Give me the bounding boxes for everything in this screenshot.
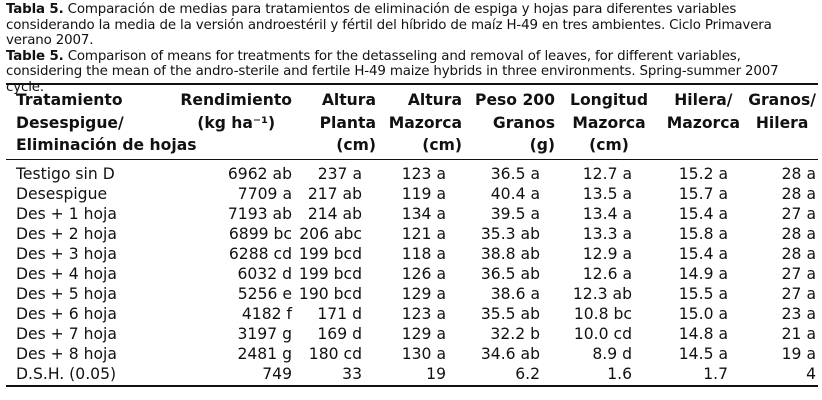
column-header-line: Altura (407, 91, 462, 109)
table-cell: 35.3 ab (480, 224, 540, 243)
table-cell: 190 bcd (298, 285, 362, 304)
table-cell: 171 d (317, 305, 362, 324)
table-cell: 123 a (401, 305, 446, 324)
table-cell: 28 a (781, 164, 816, 183)
table-cell: Des + 2 hoja (16, 224, 117, 243)
table-cell: Des + 3 hoja (16, 244, 117, 263)
table-row (6, 304, 818, 324)
column-header-line: Rendimiento (180, 91, 292, 109)
column-header-line: Peso 200 (475, 91, 555, 109)
table-cell: 38.6 a (490, 285, 540, 304)
table-cell: 129 a (401, 285, 446, 304)
table-cell: 28 a (781, 224, 816, 243)
table-cell: 749 (262, 365, 292, 384)
table-body (6, 159, 818, 386)
column-header-line: (cm) (336, 136, 376, 154)
column-header-line: Granos (492, 113, 555, 132)
table-row (6, 284, 818, 304)
table-cell: 118 a (401, 244, 446, 263)
table-cell: 10.8 bc (573, 305, 632, 324)
table-cell: 199 bcd (298, 265, 362, 284)
table-cell: 7193 ab (227, 204, 292, 223)
table-cell: 199 bcd (298, 244, 362, 263)
table-cell: D.S.H. (0.05) (16, 365, 117, 384)
table-cell: Testigo sin D (16, 164, 115, 183)
column-header-line: (kg ha⁻¹) (197, 113, 276, 132)
caption-spanish-label: Tabla 5. (6, 2, 64, 17)
table-cell: 13.4 a (582, 204, 632, 223)
column-header-2 (298, 84, 376, 159)
table-cell: 15.7 a (678, 184, 728, 203)
table-row (6, 244, 818, 264)
table-cell: 169 d (317, 325, 362, 344)
column-header-4 (462, 84, 555, 159)
table-cell: 14.5 a (678, 345, 728, 364)
table-row (6, 344, 818, 364)
table-cell: 27 a (781, 265, 816, 284)
table-cell: 32.2 b (490, 325, 540, 344)
table-cell: 39.5 a (490, 204, 540, 223)
table-cell: 4182 f (241, 305, 292, 324)
table-cell: 27 a (781, 204, 816, 223)
table-cell: 134 a (401, 204, 446, 223)
column-header-line: Longitud (570, 91, 648, 109)
table-cell: Des + 7 hoja (16, 325, 117, 344)
table-cell: 5256 e (237, 285, 292, 304)
table-cell: 123 a (401, 164, 446, 183)
table-cell: 21 a (781, 325, 816, 344)
column-header-line: Planta (319, 113, 376, 132)
table-cell: 237 a (317, 164, 362, 183)
table-cell: Des + 8 hoja (16, 345, 117, 364)
table-cell: Des + 4 hoja (16, 265, 117, 284)
table-cell: 217 ab (307, 184, 362, 203)
caption-spanish (6, 2, 814, 49)
column-header-line: Desespigue/ (16, 113, 124, 132)
table-cell: Desespigue (16, 184, 108, 203)
column-header-line: Granos/ (748, 91, 816, 109)
table-cell: 8.9 d (592, 345, 632, 364)
table-cell: 13.3 a (582, 224, 632, 243)
table-cell: 40.4 a (490, 184, 540, 203)
column-header-line: Mazorca (388, 113, 462, 132)
table-cell: 33 (342, 365, 362, 384)
table-cell: 15.5 a (678, 285, 728, 304)
results-table (6, 83, 818, 387)
table-cell: 3197 g (237, 325, 292, 344)
table-cell: 34.6 ab (480, 345, 540, 364)
table-caption (6, 2, 814, 96)
table-cell: 15.8 a (678, 224, 728, 243)
table-cell: 6899 bc (228, 224, 292, 243)
table-cell: 1.7 (703, 365, 728, 384)
column-header-3 (376, 84, 462, 159)
table-row (6, 364, 818, 385)
table-cell: 130 a (401, 345, 446, 364)
table-cell: 129 a (401, 325, 446, 344)
column-header-5 (555, 84, 648, 159)
table-cell: 4 (806, 365, 816, 384)
table-cell: 28 a (781, 184, 816, 203)
table-cell: 27 a (781, 285, 816, 304)
table-cell: 7709 a (237, 184, 292, 203)
table-cell: 2481 g (237, 345, 292, 364)
column-header-7 (740, 84, 818, 159)
column-header-line: Hilera/ (674, 91, 733, 109)
table-cell: 1.6 (607, 365, 632, 384)
table-cell: 121 a (401, 224, 446, 243)
column-header-line: Tratamiento (16, 91, 123, 109)
column-header-line: (g) (529, 136, 555, 154)
table-cell: 12.3 ab (572, 285, 632, 304)
table-cell: 19 a (781, 345, 816, 364)
table-cell: 10.0 cd (573, 325, 632, 344)
column-header-line: (cm) (422, 136, 462, 154)
table-cell: 6962 ab (227, 164, 292, 183)
table-cell: 119 a (401, 184, 446, 203)
table-cell: 13.5 a (582, 184, 632, 203)
table-cell: 12.9 a (582, 244, 632, 263)
table-header (6, 84, 818, 159)
table-cell: 12.7 a (582, 164, 632, 183)
table-row (6, 204, 818, 224)
column-header-line: Mazorca (666, 113, 740, 132)
caption-english-label: Table 5. (6, 48, 64, 64)
table-cell: 36.5 ab (480, 265, 540, 284)
table-cell: 6.2 (515, 365, 540, 384)
caption-english-text: Comparison of means for treatments for the detasseling and removal of leaves, for different variables, considering the mean of the andro-sterile and fertile H-49 maize hybrids in three environments. Spring-summer 2007 cycle. (6, 48, 779, 95)
table-cell: 12.6 a (582, 265, 632, 284)
table-cell: 23 a (781, 305, 816, 324)
column-header-line: Altura (321, 91, 376, 109)
table-cell: 126 a (401, 265, 446, 284)
table-cell: 6288 cd (228, 244, 292, 263)
column-header-line: Mazorca (572, 113, 646, 132)
table-cell: 14.8 a (678, 325, 728, 344)
table-cell: 38.8 ab (480, 244, 540, 263)
table-cell: Des + 1 hoja (16, 204, 117, 223)
table-row (6, 224, 818, 244)
column-header-line: (cm) (589, 136, 629, 154)
table-row (6, 264, 818, 284)
column-header-0 (6, 84, 197, 159)
table-cell: 6032 d (237, 265, 292, 284)
table-cell: 28 a (781, 244, 816, 263)
caption-spanish-text: Comparación de medias para tratamientos de eliminación de espiga y hojas para diferentes variables considerando la media de la versión androestéril y fértil del híbrido de maíz H-49 en tres ambientes. Ciclo Primavera verano 2007. (6, 2, 772, 49)
column-header-6 (648, 84, 740, 159)
table-cell: 36.5 a (490, 164, 540, 183)
table-cell: 15.2 a (678, 164, 728, 183)
table-cell: 15.0 a (678, 305, 728, 324)
table-cell: 14.9 a (678, 265, 728, 284)
header-row (6, 84, 818, 159)
column-header-line: Hilera (755, 113, 809, 132)
column-header-line: Eliminación de hojas (16, 136, 197, 154)
table-cell: 214 ab (307, 204, 362, 223)
table-row (6, 184, 818, 204)
table-cell: Des + 5 hoja (16, 285, 117, 304)
table-cell: 19 (426, 365, 446, 384)
table-row (6, 324, 818, 344)
table-cell: 206 abc (299, 224, 362, 243)
table-row (6, 159, 818, 184)
table-cell: 15.4 a (678, 204, 728, 223)
table-cell: 15.4 a (678, 244, 728, 263)
table-cell: Des + 6 hoja (16, 305, 117, 324)
table-cell: 180 cd (308, 345, 362, 364)
table-cell: 35.5 ab (480, 305, 540, 324)
